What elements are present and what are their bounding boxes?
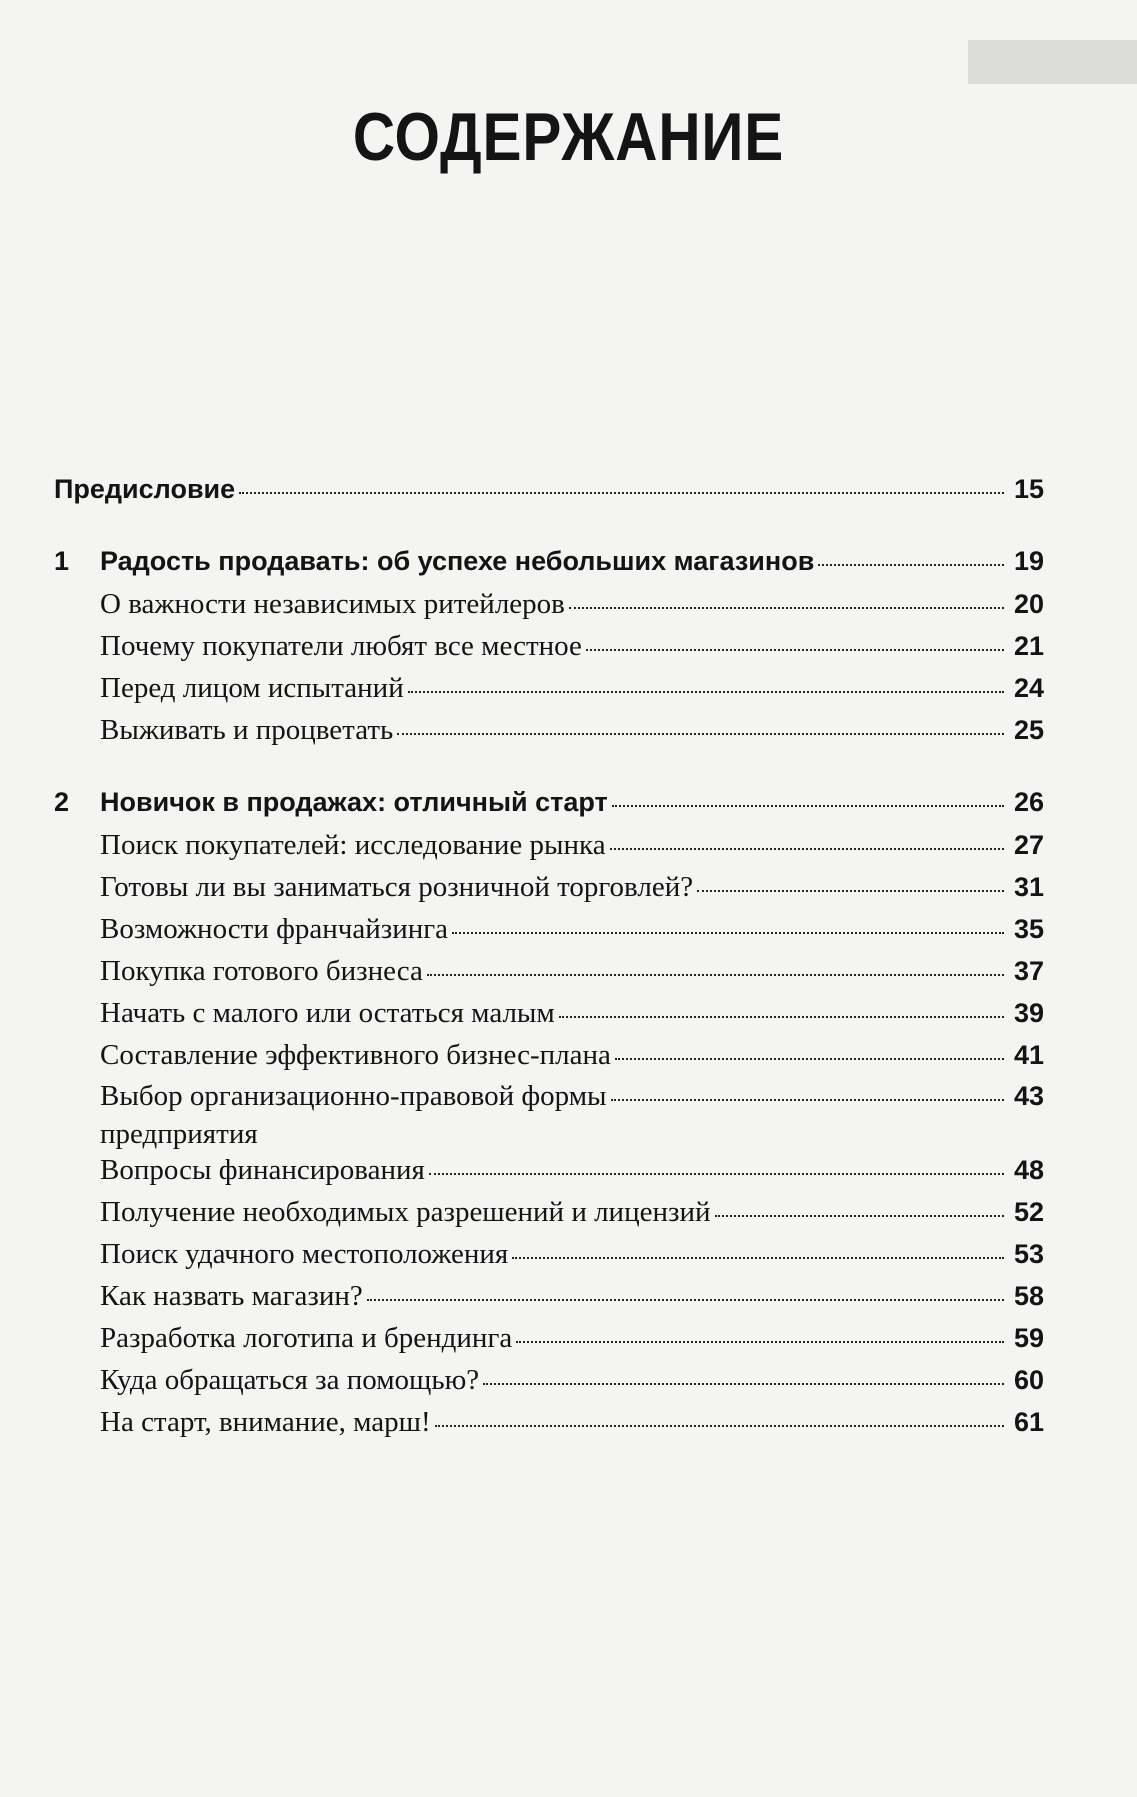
section-title: Поиск удачного местоположения (100, 1238, 509, 1270)
section-title: Получение необходимых разрешений и лицензий (100, 1196, 711, 1228)
dot-leader (516, 1341, 1004, 1343)
section-title: Почему покупатели любят все местное (100, 630, 582, 662)
toc-page-number: 41 (1013, 1040, 1044, 1070)
dot-leader (818, 564, 1004, 566)
section-title: Покупка готового бизнеса (100, 955, 423, 987)
dot-leader (397, 733, 1004, 735)
toc-section (54, 714, 1044, 747)
toc-page-number: 21 (1013, 631, 1044, 661)
toc-chapter-2 (54, 787, 1044, 818)
dot-leader (615, 1058, 1004, 1060)
toc-page-number: 60 (1013, 1365, 1044, 1395)
chapter-title: Радость продавать: об успехе небольших магазинов (100, 546, 815, 576)
dot-leader (435, 1425, 1004, 1427)
toc-page-number: 52 (1013, 1197, 1044, 1227)
toc-section (54, 1077, 1044, 1153)
toc-chapter-1 (54, 546, 1044, 577)
toc-page-number: 27 (1013, 830, 1044, 860)
toc-page-number: 39 (1013, 998, 1044, 1028)
toc-section (54, 1322, 1044, 1355)
section-title: На старт, внимание, марш! (100, 1406, 431, 1438)
dot-leader (610, 848, 1004, 850)
section-title (100, 1077, 607, 1153)
dot-leader (559, 1016, 1004, 1018)
dot-leader (569, 607, 1004, 609)
section-title: Составление эффективного бизнес-плана (100, 1039, 611, 1071)
toc-section (54, 997, 1044, 1030)
toc-page-number: 25 (1013, 715, 1044, 745)
toc-preface-label: Предисловие (54, 474, 236, 504)
toc-section (54, 1039, 1044, 1072)
chapter-title: Новичок в продажах: отличный старт (100, 787, 608, 817)
dot-leader (452, 932, 1004, 934)
chapter-number: 1 (54, 546, 70, 576)
section-title: Готовы ли вы заниматься розничной торговлей? (100, 871, 694, 903)
toc-section (54, 588, 1044, 621)
page-title: СОДЕРЖАНИЕ (352, 99, 785, 175)
toc-page-number: 35 (1013, 914, 1044, 944)
toc-page-number: 31 (1013, 872, 1044, 902)
dot-leader (612, 805, 1004, 807)
toc-section (54, 1406, 1044, 1439)
toc-page-number: 26 (1013, 787, 1044, 817)
section-title: Поиск покупателей: исследование рынка (100, 829, 606, 861)
toc-page-number: 24 (1013, 673, 1044, 703)
toc-section (54, 871, 1044, 904)
toc-section (54, 1280, 1044, 1313)
toc-section (54, 913, 1044, 946)
bleed-through-header-bar (968, 40, 1137, 84)
toc-section (54, 1238, 1044, 1271)
toc-page-number: 19 (1013, 546, 1044, 576)
toc-page-number: 58 (1013, 1281, 1044, 1311)
dot-leader (408, 691, 1004, 693)
dot-leader (239, 492, 1004, 494)
section-title: Вопросы финансирования (100, 1154, 425, 1186)
toc-section (54, 630, 1044, 663)
section-title-line-2: предприятия (100, 1118, 258, 1150)
toc-section (54, 829, 1044, 862)
dot-leader (429, 1173, 1004, 1175)
toc-page-number: 53 (1013, 1239, 1044, 1269)
toc-section (54, 672, 1044, 705)
section-title: Начать с малого или остаться малым (100, 997, 555, 1029)
toc-page-number: 48 (1013, 1155, 1044, 1185)
section-title-line-1: Выбор организационно-правовой формы (100, 1080, 607, 1112)
section-title: Выживать и процветать (100, 714, 394, 746)
section-title: Как назвать магазин? (100, 1280, 363, 1312)
dot-leader (483, 1383, 1004, 1385)
dot-leader (427, 974, 1004, 976)
toc-page-number: 37 (1013, 956, 1044, 986)
toc-section (54, 1364, 1044, 1397)
dot-leader (512, 1257, 1004, 1259)
toc-preface (54, 474, 1044, 505)
toc-page-number: 59 (1013, 1323, 1044, 1353)
chapter-number: 2 (54, 787, 70, 817)
dot-leader (697, 890, 1004, 892)
toc-section (54, 955, 1044, 988)
dot-leader (611, 1099, 1004, 1101)
section-title: Разработка логотипа и брендинга (100, 1322, 513, 1354)
toc-page-number: 20 (1013, 589, 1044, 619)
section-title: Возможности франчайзинга (100, 913, 449, 945)
toc-section (54, 1154, 1044, 1187)
dot-leader (367, 1299, 1004, 1301)
toc-page-number: 43 (1013, 1081, 1044, 1111)
dot-leader (586, 649, 1004, 651)
section-title: О важности независимых ритейлеров (100, 588, 565, 620)
section-title: Перед лицом испытаний (100, 672, 404, 704)
toc-page-number: 15 (1013, 474, 1044, 504)
section-title: Куда обращаться за помощью? (100, 1364, 480, 1396)
toc-section (54, 1196, 1044, 1229)
toc-page-number: 61 (1013, 1407, 1044, 1437)
dot-leader (715, 1215, 1005, 1217)
